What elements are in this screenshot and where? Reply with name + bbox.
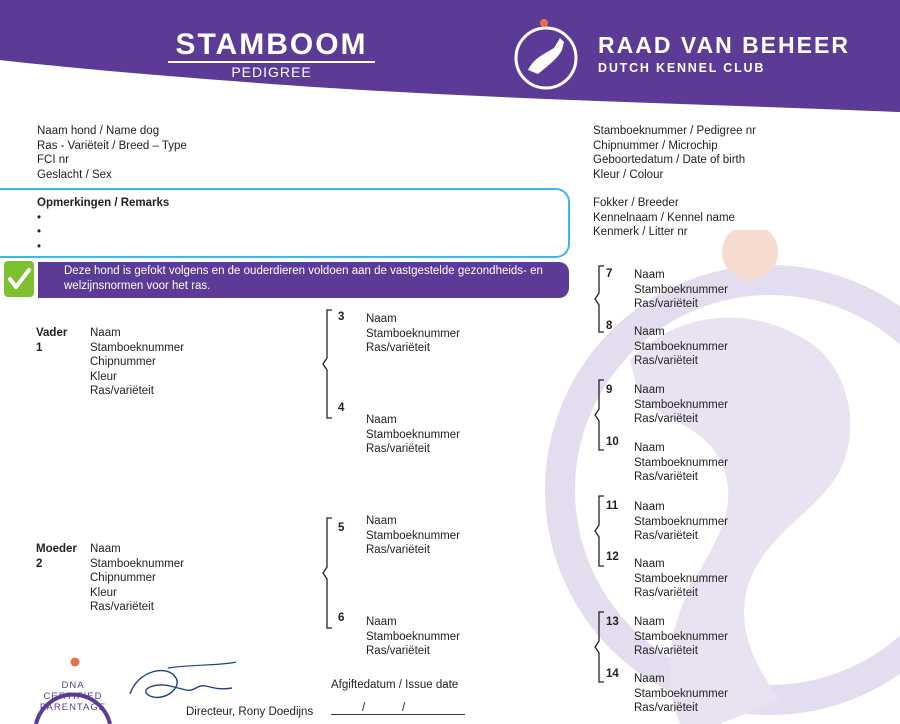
director-signature <box>124 660 240 708</box>
parent-fields-moeder <box>90 542 184 615</box>
dna-badge-line: PARENTAGE <box>39 702 107 713</box>
field-label: Naam <box>90 327 121 339</box>
issue-date-label: Afgiftedatum / Issue date <box>331 679 459 691</box>
parent-number: 1 <box>36 341 43 354</box>
field-label: Stamboeknummer <box>634 283 728 296</box>
issue-date-line <box>331 714 465 715</box>
kennel-name-label: Kennelnaam / Kennel name <box>593 211 735 224</box>
ancestor-number: 13 <box>606 616 619 628</box>
field-label: Ras/variëteit <box>634 530 698 542</box>
org-name: RAAD VAN BEHEER <box>598 32 850 58</box>
title-underline <box>168 61 375 63</box>
bracket-grandparents-vader <box>322 308 336 420</box>
parent-number: 2 <box>36 557 43 570</box>
date-separator: / <box>402 702 406 714</box>
field-label: Ras/variëteit <box>634 471 698 483</box>
breed-label: Ras - Variëteit / Breed – Type <box>37 139 187 152</box>
field-label: Stamboeknummer <box>366 630 460 643</box>
dna-badge-line: DNA <box>61 680 85 691</box>
dog-info-right <box>593 124 756 182</box>
breeder-info <box>593 196 735 240</box>
field-label: Ras/variëteit <box>90 601 154 613</box>
parent-role: Moeder <box>36 543 77 555</box>
ancestor-number: 10 <box>606 436 619 448</box>
field-label: Stamboeknummer <box>90 557 184 570</box>
field-label: Kleur <box>90 370 117 383</box>
grandparent-3 <box>366 312 460 356</box>
ancestor-number: 7 <box>606 268 613 280</box>
org-subtitle: DUTCH KENNEL CLUB <box>598 61 766 75</box>
field-label: Stamboeknummer <box>366 327 460 340</box>
field-label: Stamboeknummer <box>634 687 728 700</box>
field-label: Naam <box>634 269 665 281</box>
field-label: Ras/variëteit <box>634 587 698 599</box>
field-label: Stamboeknummer <box>366 428 460 441</box>
great-grandparent-14 <box>634 672 728 716</box>
field-label: Stamboeknummer <box>366 529 460 542</box>
ancestor-number: 9 <box>606 384 613 396</box>
checkmark-icon <box>4 261 34 297</box>
bracket-grandparents-moeder <box>322 516 336 630</box>
great-grandparent-8 <box>634 325 728 369</box>
kennel-club-logo-icon <box>508 18 584 94</box>
remarks-title: Opmerkingen / Remarks <box>37 197 170 209</box>
field-label: Naam <box>634 384 665 396</box>
great-grandparent-10 <box>634 441 728 485</box>
ancestor-number: 8 <box>606 320 613 332</box>
field-label: Ras/variëteit <box>634 645 698 657</box>
field-label: Stamboeknummer <box>90 341 184 354</box>
field-label: Naam <box>634 442 665 454</box>
breeder-label: Fokker / Breeder <box>593 197 679 209</box>
birth-date-label: Geboortedatum / Date of birth <box>593 154 746 166</box>
great-grandparent-9 <box>634 383 728 427</box>
field-label: Ras/variëteit <box>366 645 430 657</box>
page-title: STAMBOOM <box>175 28 368 61</box>
field-label: Naam <box>366 515 397 527</box>
great-grandparent-11 <box>634 500 728 544</box>
field-label: Stamboeknummer <box>634 456 728 469</box>
health-banner-text: Deze hond is gefokt volgens en de ouderdieren voldoen aan de vastgestelde gezondheids- en welzijnsnormen voor het ras. <box>64 265 543 292</box>
field-label: Ras/variëteit <box>634 298 698 310</box>
remarks-section <box>37 196 169 254</box>
field-label: Naam <box>634 326 665 338</box>
ancestor-number: 5 <box>338 522 345 534</box>
field-label: Naam <box>634 673 665 685</box>
microchip-label: Chipnummer / Microchip <box>593 139 718 152</box>
great-grandparent-12 <box>634 557 728 601</box>
parent-block-vader <box>36 326 67 355</box>
field-label: Naam <box>90 543 121 555</box>
ancestor-number: 12 <box>606 551 619 563</box>
grandparent-6 <box>366 615 460 659</box>
page-subtitle: PEDIGREE <box>231 64 312 80</box>
ancestor-number: 6 <box>338 612 345 624</box>
parent-block-moeder <box>36 542 77 571</box>
parent-fields-vader <box>90 326 184 399</box>
field-label: Naam <box>634 616 665 628</box>
dog-name-label: Naam hond / Name dog <box>37 125 160 137</box>
field-label: Naam <box>366 313 397 325</box>
parent-role: Vader <box>36 327 68 339</box>
field-label: Naam <box>634 501 665 513</box>
field-label: Stamboeknummer <box>634 340 728 353</box>
field-label: Naam <box>366 616 397 628</box>
field-label: Ras/variëteit <box>366 443 430 455</box>
field-label: Chipnummer <box>90 356 156 368</box>
field-label: Ras/variëteit <box>634 702 698 714</box>
field-label: Stamboeknummer <box>634 630 728 643</box>
sex-label: Geslacht / Sex <box>37 168 112 181</box>
remarks-bullet: • <box>37 226 42 238</box>
grandparent-5 <box>366 514 460 558</box>
remarks-bullet: • <box>37 240 42 253</box>
great-grandparent-13 <box>634 615 728 659</box>
grandparent-4 <box>366 413 460 457</box>
field-label: Stamboeknummer <box>634 572 728 585</box>
litter-nr-label: Kenmerk / Litter nr <box>593 226 688 238</box>
field-label: Stamboeknummer <box>634 515 728 528</box>
field-label: Ras/variëteit <box>634 413 698 425</box>
remarks-bullet: • <box>37 211 42 224</box>
great-grandparent-7 <box>634 268 728 312</box>
field-label: Ras/variëteit <box>90 385 154 397</box>
ancestor-number: 3 <box>338 311 345 323</box>
field-label: Chipnummer <box>90 572 156 584</box>
ancestor-number: 14 <box>606 668 619 680</box>
pedigree-nr-label: Stamboeknummer / Pedigree nr <box>593 125 756 137</box>
field-label: Kleur <box>90 586 117 599</box>
dna-badge-line: CERTIFIED <box>43 691 103 702</box>
dog-info-left <box>37 124 187 182</box>
field-label: Ras/variëteit <box>366 342 430 354</box>
ancestor-number: 4 <box>338 402 345 414</box>
ancestor-number: 11 <box>606 500 619 512</box>
date-separator: / <box>362 702 366 714</box>
dna-badge-text <box>30 680 116 713</box>
field-label: Stamboeknummer <box>634 398 728 411</box>
field-label: Ras/variëteit <box>366 544 430 556</box>
field-label: Ras/variëteit <box>634 355 698 367</box>
field-label: Naam <box>366 414 397 426</box>
colour-label: Kleur / Colour <box>593 168 664 181</box>
signature-caption: Directeur, Rony Doedijns <box>186 706 314 718</box>
field-label: Naam <box>634 558 665 570</box>
fci-label: FCI nr <box>37 154 69 166</box>
